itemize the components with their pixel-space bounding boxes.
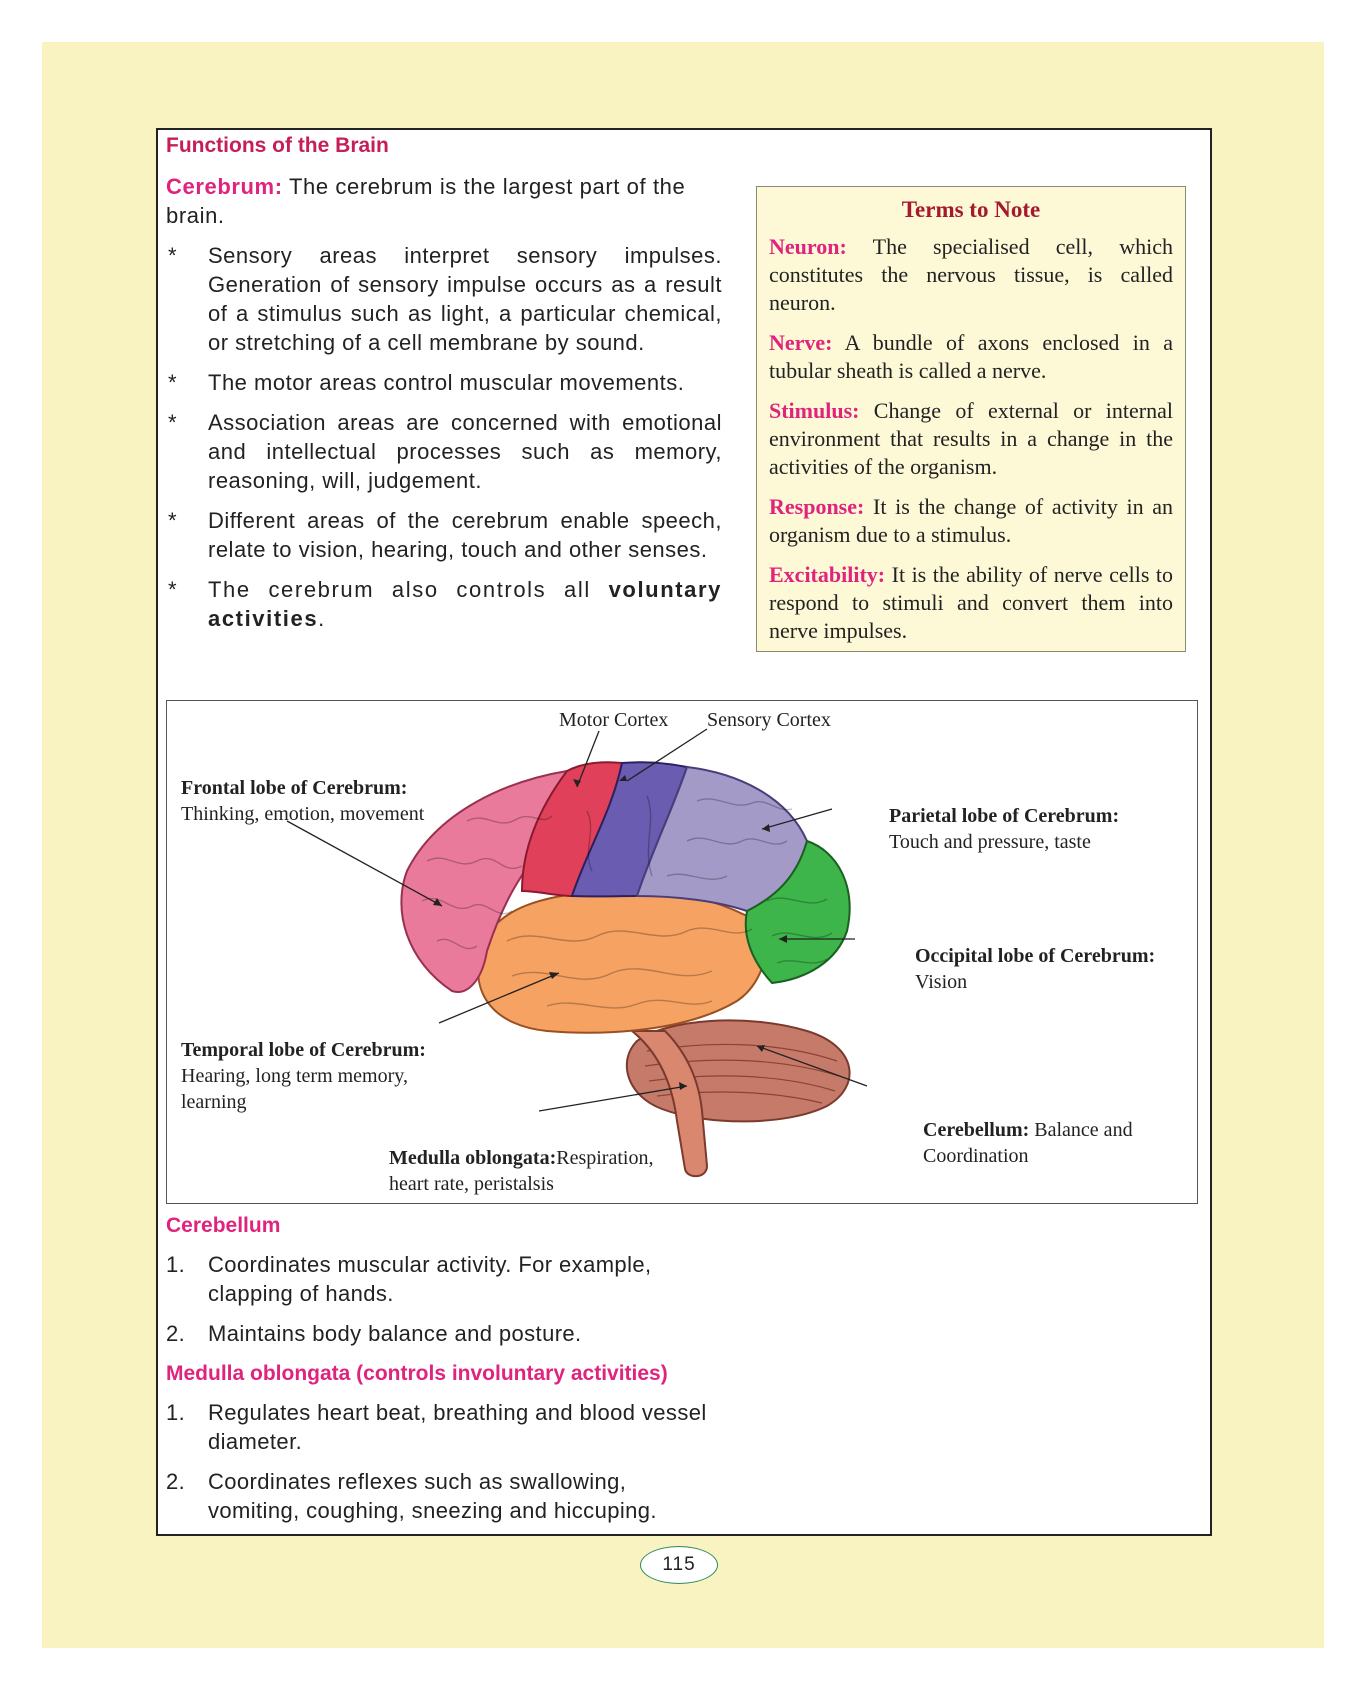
medulla-section: [166, 1398, 722, 1536]
cerebellum-section: [166, 1250, 722, 1359]
parietal-lobe-title: Parietal lobe of Cerebrum:: [889, 805, 1120, 827]
frontal-lobe-title: Frontal lobe of Cerebrum:: [181, 777, 408, 799]
term-stimulus: Stimulus: Change of external or internal environment that results in a change in the activities of the organism.: [769, 398, 1173, 479]
list-item: * Sensory areas interpret sensory impulses. Generation of sensory impulse occurs as a result of a stimulus such as light, a particular chemical, or stretching of a cell membrane by sound.: [168, 243, 722, 355]
frontal-lobe-desc: Thinking, emotion, movement: [181, 803, 425, 825]
page-number: 115: [640, 1546, 718, 1584]
terms-title: Terms to Note: [901, 197, 1041, 222]
cerebellum-title: Cerebellum:: [923, 1119, 1030, 1141]
cerebrum-intro: [166, 172, 722, 230]
list-item: * The motor areas control muscular movements.: [168, 370, 685, 395]
temporal-lobe-title: Temporal lobe of Cerebrum:: [181, 1039, 426, 1061]
occipital-lobe-title: Occipital lobe of Cerebrum:: [915, 945, 1156, 967]
list-item: * Different areas of the cerebrum enable speech, relate to vision, hearing, touch and other senses.: [168, 508, 722, 562]
cerebrum-lead: Cerebrum:: [166, 174, 283, 199]
temporal-lobe-label: [181, 1037, 457, 1115]
temporal-lobe-desc: Hearing, long term memory, learning: [181, 1065, 408, 1113]
parietal-lobe-label: [889, 803, 1119, 855]
terms-to-note-box: [756, 186, 1186, 652]
term-excitability: Excitability: It is the ability of nerve cells to respond to stimuli and convert them into nerve impulses.: [769, 562, 1173, 643]
frontal-lobe-label: [181, 775, 424, 827]
parietal-lobe-desc: Touch and pressure, taste: [889, 831, 1091, 853]
term-neuron: Neuron: The specialised cell, which constitutes the nervous tissue, is called neuron.: [769, 234, 1173, 315]
list-item: 2. Maintains body balance and posture.: [166, 1321, 582, 1346]
list-item: 1. Regulates heart beat, breathing and blood vessel diameter.: [166, 1400, 707, 1454]
term-response: Response: It is the change of activity in an organism due to a stimulus.: [769, 494, 1173, 547]
medulla-label: [389, 1145, 689, 1197]
cerebellum-list: [166, 1250, 722, 1348]
temporal-lobe-shape: [478, 890, 765, 1033]
sensory-cortex-label: Sensory Cortex: [707, 709, 831, 731]
medulla-list: [166, 1398, 722, 1525]
cerebellum-label: [923, 1117, 1171, 1169]
motor-cortex-label: Motor Cortex: [559, 709, 669, 731]
medulla-heading: Medulla oblongata (controls involuntary activities): [166, 1362, 668, 1385]
voluntary-activities-bold: voluntary activities: [208, 577, 722, 631]
occipital-lobe-desc: Vision: [915, 971, 968, 993]
cerebellum-desc: Balance and Coordination: [923, 1119, 1133, 1167]
functions-of-brain-heading: Functions of the Brain: [166, 134, 389, 157]
medulla-desc: Respiration, heart rate, peristalsis: [389, 1147, 654, 1195]
cerebrum-intro-text: The cerebrum is the largest part of the brain.: [166, 174, 686, 228]
occipital-lobe-label: [915, 943, 1155, 995]
term-nerve: Nerve: A bundle of axons enclosed in a tubular sheath is called a nerve.: [769, 330, 1173, 383]
cerebrum-section: [166, 172, 722, 644]
medulla-title: Medulla oblongata:: [389, 1147, 557, 1169]
list-item: 1. Coordinates muscular activity. For example, clapping of hands.: [166, 1252, 652, 1306]
brain-diagram: [166, 700, 1198, 1204]
cerebrum-bullet-list: [166, 241, 722, 633]
list-item: * The cerebrum also controls all voluntary activities.: [168, 577, 722, 631]
list-item: * Association areas are concerned with emotional and intellectual processes such as memory, reasoning, will, judgement.: [168, 410, 722, 493]
cerebellum-heading: Cerebellum: [166, 1214, 281, 1237]
list-item: 2. Coordinates reflexes such as swallowing, vomiting, coughing, sneezing and hiccuping.: [166, 1469, 657, 1523]
